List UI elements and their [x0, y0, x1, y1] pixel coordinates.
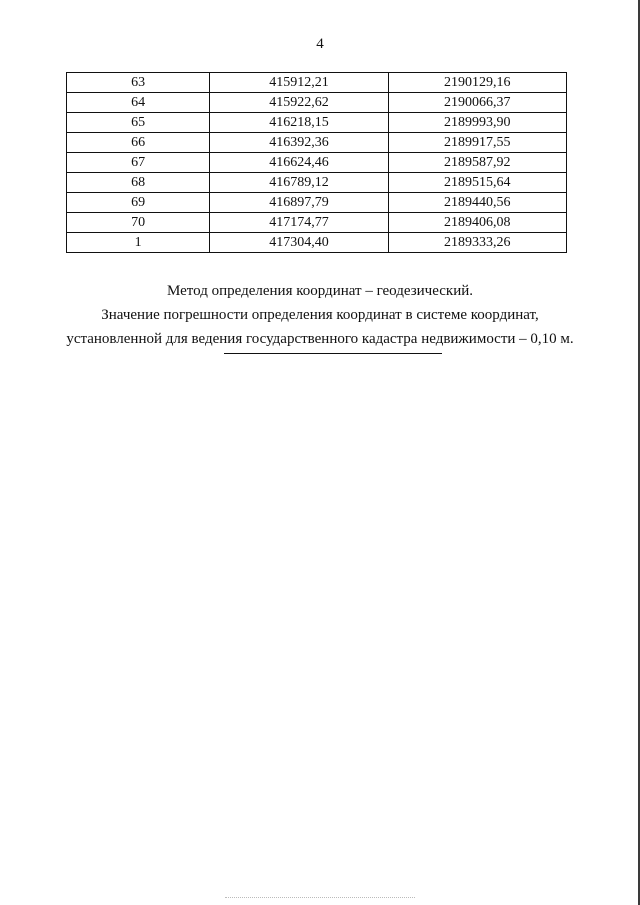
method-note: Метод определения координат – геодезический. — [167, 283, 473, 299]
x-coordinate-cell: 417304,40 — [210, 233, 388, 253]
point-number-cell: 64 — [67, 93, 210, 113]
y-coordinate-cell: 2189993,90 — [388, 113, 566, 133]
x-coordinate-cell: 416897,79 — [210, 193, 388, 213]
x-coordinate-cell: 417174,77 — [210, 213, 388, 233]
y-coordinate-cell: 2190129,16 — [388, 73, 566, 93]
coordinates-table — [66, 72, 567, 253]
y-coordinate-cell: 2189406,08 — [388, 213, 566, 233]
table-row — [67, 93, 567, 113]
x-coordinate-cell: 415922,62 — [210, 93, 388, 113]
y-coordinate-cell: 2189587,92 — [388, 153, 566, 173]
point-number-cell: 66 — [67, 133, 210, 153]
point-number-cell: 68 — [67, 173, 210, 193]
table-row — [67, 213, 567, 233]
table-row — [67, 193, 567, 213]
table-row — [67, 233, 567, 253]
point-number-cell: 1 — [67, 233, 210, 253]
accuracy-note-line-2: установленной для ведения государственного кадастра недвижимости – 0,10 м. — [66, 331, 574, 347]
table-row — [67, 133, 567, 153]
x-coordinate-cell: 416624,46 — [210, 153, 388, 173]
x-coordinate-cell: 416789,12 — [210, 173, 388, 193]
scan-artifact-line — [225, 897, 415, 898]
point-number-cell: 65 — [67, 113, 210, 133]
notes-block — [0, 281, 640, 350]
point-number-cell: 70 — [67, 213, 210, 233]
y-coordinate-cell: 2189440,56 — [388, 193, 566, 213]
x-coordinate-cell: 415912,21 — [210, 73, 388, 93]
point-number-cell: 69 — [67, 193, 210, 213]
y-coordinate-cell: 2189917,55 — [388, 133, 566, 153]
accuracy-note-line-1: Значение погрешности определения координат в системе координат, — [101, 307, 539, 323]
x-coordinate-cell: 416392,36 — [210, 133, 388, 153]
table-row — [67, 173, 567, 193]
y-coordinate-cell: 2190066,37 — [388, 93, 566, 113]
page-number: 4 — [316, 36, 324, 52]
point-number-cell: 63 — [67, 73, 210, 93]
y-coordinate-cell: 2189515,64 — [388, 173, 566, 193]
point-number-cell: 67 — [67, 153, 210, 173]
table-row — [67, 73, 567, 93]
table-row — [67, 153, 567, 173]
x-coordinate-cell: 416218,15 — [210, 113, 388, 133]
y-coordinate-cell: 2189333,26 — [388, 233, 566, 253]
table-row — [67, 113, 567, 133]
closing-rule — [224, 353, 442, 354]
